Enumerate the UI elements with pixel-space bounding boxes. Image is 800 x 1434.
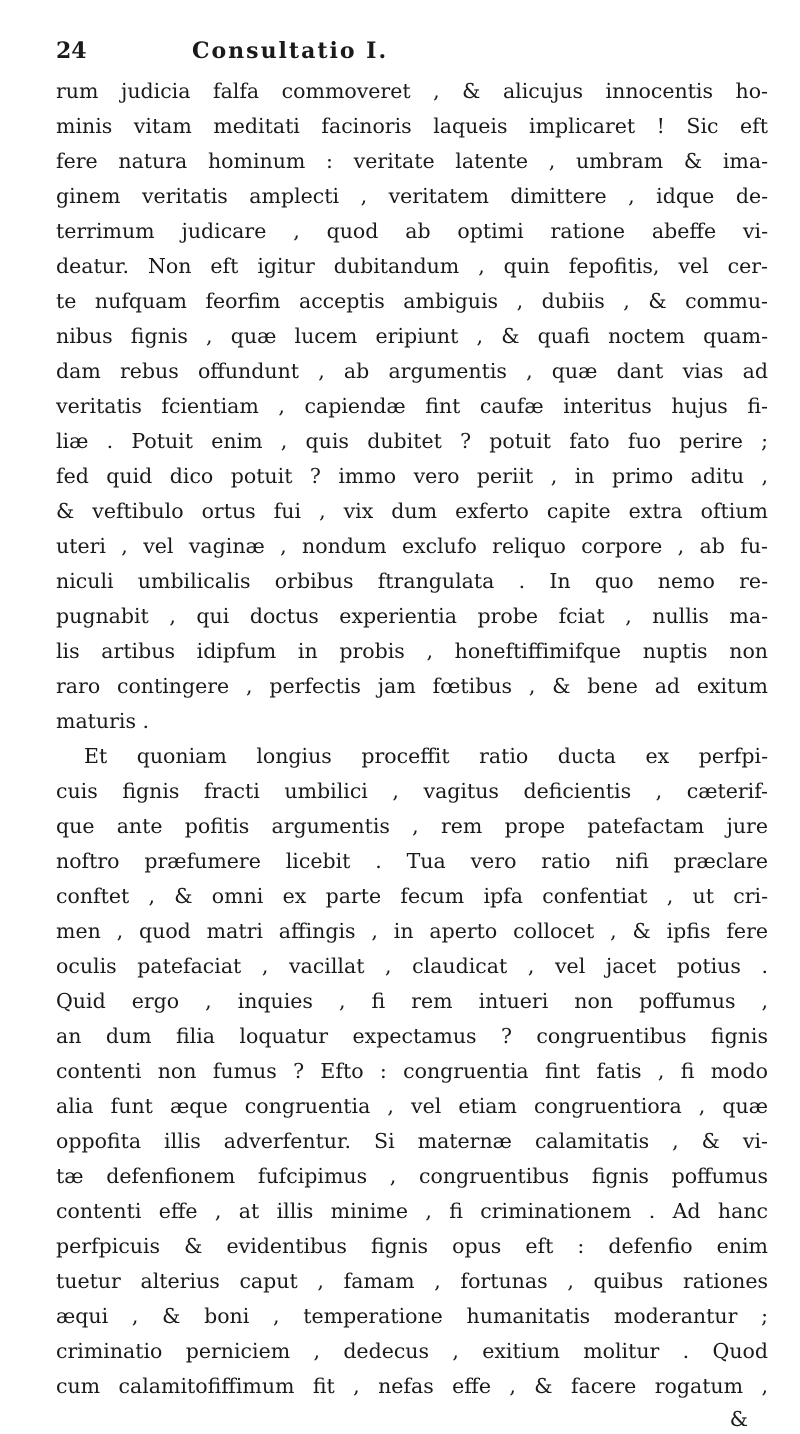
text-line: que ante pofitis argumentis , rem prope patefactam jure bbox=[56, 814, 768, 838]
text-line: conftet , & omni ex parte fecum ipfa confentiat , ut cri- bbox=[56, 884, 768, 908]
text-line: perfpicuis & evidentibus fignis opus eft : defenfio enim bbox=[56, 1234, 768, 1258]
text-line: nibus fignis , quæ lucem eripiunt , & quafi noctem quam- bbox=[56, 324, 768, 348]
page-header bbox=[56, 38, 768, 74]
text-line: pugnabit , qui doctus experientia probe fciat , nullis ma- bbox=[56, 604, 768, 628]
text-line: oculis patefaciat , vacillat , claudicat , vel jacet potius . bbox=[56, 954, 768, 978]
text-line: oppofita illis adverfentur. Si maternæ calamitatis , & vi- bbox=[56, 1129, 768, 1153]
catchword: & bbox=[729, 1407, 748, 1431]
text-line: fere natura hominum : veritate latente , umbram & ima- bbox=[56, 149, 768, 173]
body-text bbox=[56, 74, 768, 1404]
text-line: contenti effe , at illis minime , fi criminationem . Ad hanc bbox=[56, 1199, 768, 1223]
page-number: 24 bbox=[56, 38, 87, 64]
text-line: dam rebus offundunt , ab argumentis , quæ dant vias ad bbox=[56, 359, 768, 383]
text-line: tæ defenfionem fufcipimus , congruentibus fignis poffumus bbox=[56, 1164, 768, 1188]
text-line: tuetur alterius caput , famam , fortunas , quibus rationes bbox=[56, 1269, 768, 1293]
text-line: rum judicia falfa commoveret , & alicujus innocentis ho- bbox=[56, 79, 768, 103]
text-line: niculi umbilicalis orbibus ftrangulata . In quo nemo re- bbox=[56, 569, 768, 593]
text-line: lis artibus idipfum in probis , honeftiffimifque nuptis non bbox=[56, 639, 768, 663]
text-line: & veftibulo ortus fui , vix dum exferto capite extra oftium bbox=[56, 499, 768, 523]
running-head: Consultatio I. bbox=[192, 38, 389, 64]
text-line: uteri , vel vaginæ , nondum exclufo reliquo corpore , ab fu- bbox=[56, 534, 768, 558]
text-line: ginem veritatis amplecti , veritatem dimittere , idque de- bbox=[56, 184, 768, 208]
text-line: minis vitam meditati facinoris laqueis implicaret ! Sic eft bbox=[56, 114, 768, 138]
text-line: raro contingere , perfectis jam fœtibus , & bene ad exitum bbox=[56, 674, 768, 698]
text-line: liæ . Potuit enim , quis dubitet ? potuit fato fuo perire ; bbox=[56, 429, 768, 453]
text-line: veritatis fcientiam , capiendæ fint caufæ interitus hujus fi- bbox=[56, 394, 768, 418]
text-line: Quid ergo , inquies , fi rem intueri non poffumus , bbox=[56, 989, 768, 1013]
text-line: deatur. Non eft igitur dubitandum , quin fepofitis, vel cer- bbox=[56, 254, 768, 278]
text-line: contenti non fumus ? Efto : congruentia fint fatis , fi modo bbox=[56, 1059, 768, 1083]
book-page bbox=[56, 38, 768, 1434]
text-line: cum calamitofiffimum fit , nefas effe , & facere rogatum , bbox=[56, 1374, 768, 1398]
text-line: an dum filia loquatur expectamus ? congruentibus fignis bbox=[56, 1024, 768, 1048]
text-line: æqui , & boni , temperatione humanitatis moderantur ; bbox=[56, 1304, 768, 1328]
text-line: te nufquam feorfim acceptis ambiguis , dubiis , & commu- bbox=[56, 289, 768, 313]
text-line: alia funt æque congruentia , vel etiam congruentiora , quæ bbox=[56, 1094, 768, 1118]
text-line: noftro præfumere licebit . Tua vero ratio nifi præclare bbox=[56, 849, 768, 873]
paragraph-end-line: maturis . bbox=[56, 709, 150, 733]
text-line: criminatio perniciem , dedecus , exitium molitur . Quod bbox=[56, 1339, 768, 1363]
text-line: cuis fignis fracti umbilici , vagitus deficientis , cæterif- bbox=[56, 779, 768, 803]
text-line: fed quid dico potuit ? immo vero periit , in primo aditu , bbox=[56, 464, 768, 488]
text-line: men , quod matri affingis , in aperto collocet , & ipfis fere bbox=[56, 919, 768, 943]
paragraph-start-line: Et quoniam longius proceffit ratio ducta ex perfpi- bbox=[84, 744, 768, 768]
text-line: terrimum judicare , quod ab optimi ratione abeffe vi- bbox=[56, 219, 768, 243]
